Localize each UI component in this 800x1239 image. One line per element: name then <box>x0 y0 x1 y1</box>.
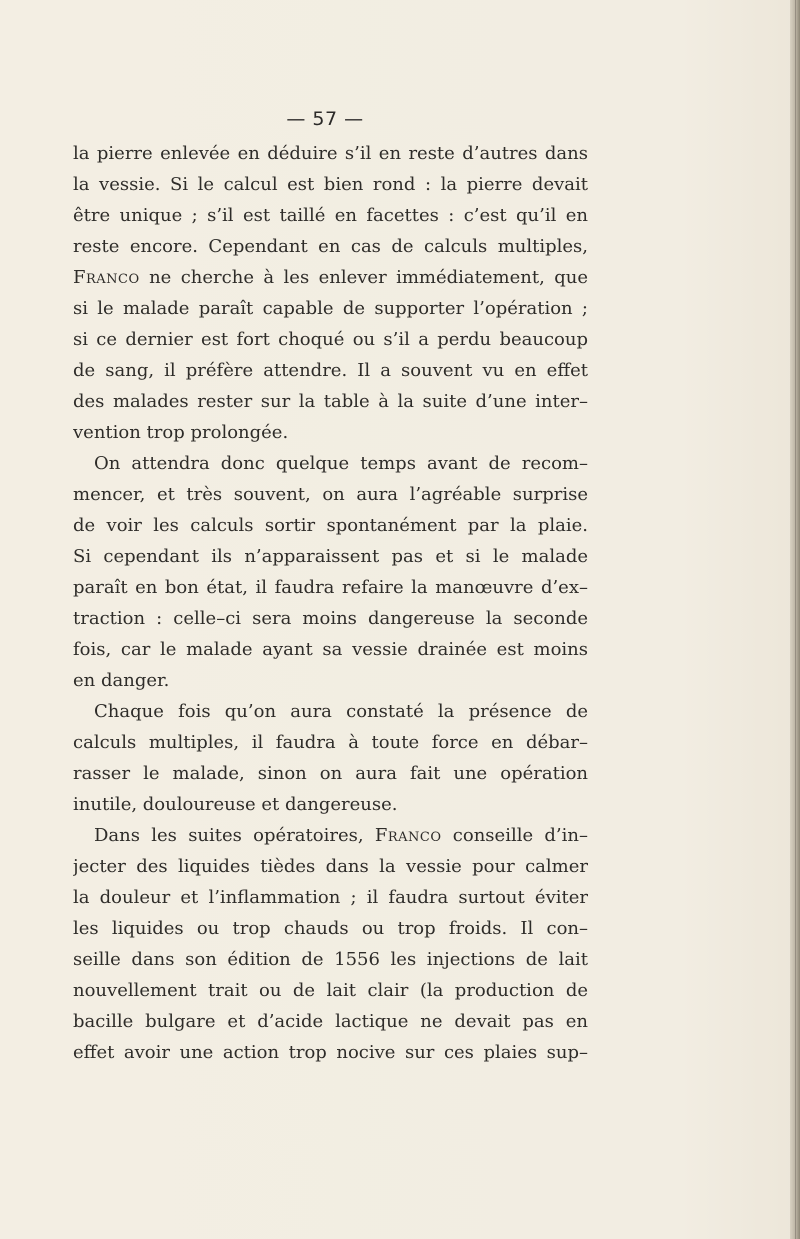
page-edge-line <box>795 0 796 1239</box>
text-line-19: Chaque fois qu’on aura constaté la présence de <box>94 701 588 722</box>
text-line-17: fois, car le malade ayant sa vessie drainée est moins <box>73 639 588 660</box>
page-number: — 57 — <box>286 108 364 130</box>
text-line-13: de voir les calculs sortir spontanément par la plaie. <box>73 515 588 536</box>
text-line-5: Franco ne cherche à les enlever immédiatement, que <box>73 267 588 288</box>
text-line-27: seille dans son édition de 1556 les injections de lait <box>73 949 588 970</box>
text-line-29: bacille bulgare et d’acide lactique ne devait pas en <box>73 1011 588 1032</box>
text-line-24: jecter des liquides tièdes dans la vessie pour calmer <box>73 856 588 877</box>
text-line-22: inutile, douloureuse et dangereuse. <box>73 794 398 815</box>
text-line-11: On attendra donc quelque temps avant de recom– <box>94 453 588 474</box>
text-line-14: Si cependant ils n’apparaissent pas et si le malade <box>73 546 588 567</box>
author-name-franco: Franco <box>374 825 442 846</box>
author-name-franco: Franco <box>73 267 140 288</box>
text-line-4: reste encore. Cependant en cas de calculs multiples, <box>73 236 588 257</box>
text-line-15: paraît en bon état, il faudra refaire la manœuvre d’ex– <box>73 577 588 598</box>
text-line-26: les liquides ou trop chauds ou trop froids. Il con– <box>73 918 588 939</box>
body-text <box>73 138 588 1068</box>
text-line-8: de sang, il préfère attendre. Il a souvent vu en effet <box>73 360 588 381</box>
text-line-9: des malades rester sur la table à la suite d’une inter– <box>73 391 588 412</box>
text-line-12: mencer, et très souvent, on aura l’agréable surprise <box>73 484 588 505</box>
text-line-18: en danger. <box>73 670 170 691</box>
text-line-30: effet avoir une action trop nocive sur ces plaies sup– <box>73 1042 588 1063</box>
text-line-7: si ce dernier est fort choqué ou s’il a perdu beaucoup <box>73 329 588 350</box>
text-line-2: la vessie. Si le calcul est bien rond : la pierre devait <box>73 174 588 195</box>
text-line-3: être unique ; s’il est taillé en facettes : c’est qu’il en <box>73 205 588 226</box>
text-line-16: traction : celle–ci sera moins dangereuse la seconde <box>73 608 588 629</box>
text-line-25: la douleur et l’inflammation ; il faudra surtout éviter <box>73 887 588 908</box>
text-line-21: rasser le malade, sinon on aura fait une opération <box>73 763 588 784</box>
text-line-10: vention trop prolongée. <box>73 422 289 443</box>
text-line-1: la pierre enlevée en déduire s’il en reste d’autres dans <box>73 143 588 164</box>
text-line-23: Dans les suites opératoires, Franco conseille d’in– <box>94 825 588 846</box>
text-line-28: nouvellement trait ou de lait clair (la production de <box>73 980 588 1001</box>
text-line-6: si le malade paraît capable de supporter l’opération ; <box>73 298 588 319</box>
text-line-20: calculs multiples, il faudra à toute force en débar– <box>73 732 588 753</box>
